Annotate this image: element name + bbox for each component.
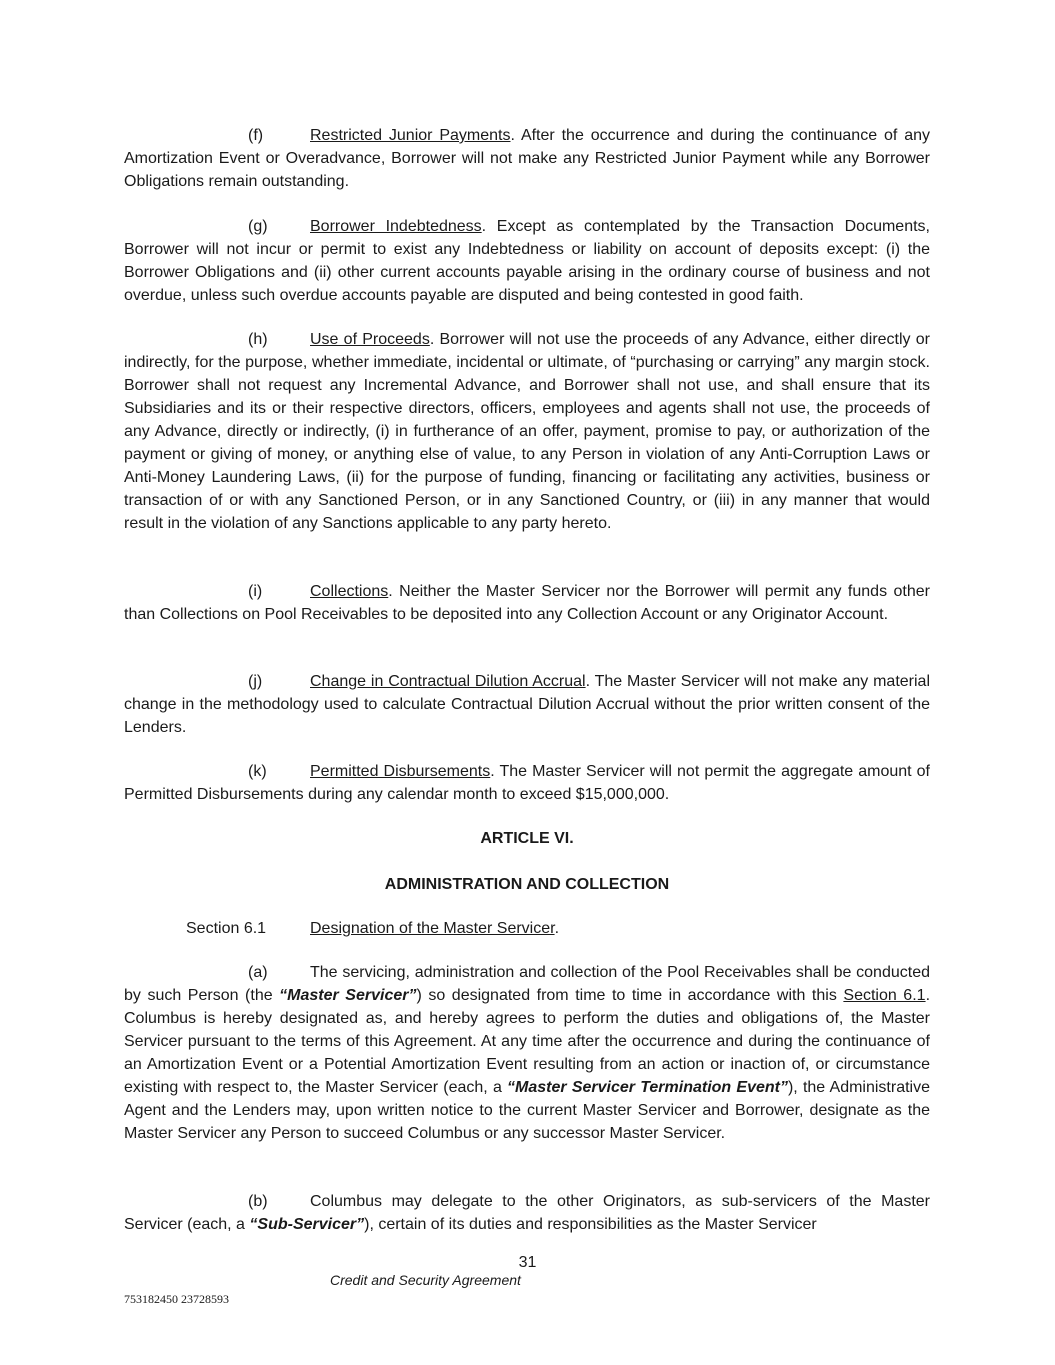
paragraph-heading: Change in Contractual Dilution Accrual: [310, 673, 586, 690]
paragraph-text: ), the Administrative Agent and the Lenders may, upon written notice to the current Master Servicer and Borrower, designate as the Master Servicer any Person to succeed Columbus or any successor Master Servicer.: [124, 1079, 930, 1142]
paragraph-f: [124, 124, 930, 193]
paragraph-text: ), certain of its duties and responsibilities as the Master Servicer: [364, 1216, 817, 1233]
paragraph-text: . The Master Servicer will not make any material change in the methodology used to calculate Contractual Dilution Accrual without the prior written consent of the Lenders.: [124, 673, 931, 736]
paragraph-i: [124, 580, 930, 626]
defined-term-master-servicer: “Master Servicer”: [279, 987, 417, 1004]
paragraph-label: (k): [248, 763, 267, 780]
paragraph-b: [124, 1190, 930, 1236]
defined-term-sub-servicer: “Sub-Servicer”: [249, 1216, 365, 1233]
paragraph-text: . Columbus is hereby designated as, and hereby agrees to perform the duties and obligations of, the Master Servicer pursuant to the terms of this Agreement. At any time after the occurrence and during the continuance of an Amortization Event or a Potential Amortization Event resulting from an action or inaction of, or circumstance existing with respect to, the Master Servicer (each, a: [124, 987, 931, 1096]
paragraph-a: [124, 961, 930, 1145]
paragraph-heading: Borrower Indebtedness: [310, 218, 482, 235]
paragraph-g: [124, 215, 930, 307]
paragraph-label: (i): [248, 583, 263, 600]
section-label: Section 6.1: [186, 920, 267, 937]
paragraph-label: (h): [248, 331, 268, 348]
section-reference-link: Section 6.1: [843, 987, 926, 1004]
paragraph-label: (b): [248, 1193, 268, 1210]
paragraph-h: [124, 328, 930, 535]
paragraph-heading: Permitted Disbursements: [310, 763, 491, 780]
paragraph-text: . Except as contemplated by the Transaction Documents, Borrower will not incur or permit to exist any Indebtedness or liability on account of deposits except: (i) the Borrower Obligations and (ii) other current accounts payable arising in the ordinary course of business and not overdue, unless such overdue accounts payable are disputed and being contested in good faith.: [124, 218, 930, 304]
paragraph-text: . The Master Servicer will not permit the aggregate amount of Permitted Disbursements during any calendar month to exceed $15,000,000.: [124, 763, 931, 803]
paragraph-text: . After the occurrence and during the continuance of any Amortization Event or Overadvance, Borrower will not make any Restricted Junior Payment while any Borrower Obligations remain outstanding.: [124, 127, 930, 190]
paragraph-label: (j): [248, 673, 263, 690]
paragraph-label: (f): [248, 127, 264, 144]
page-number: 31: [518, 1254, 537, 1271]
paragraph-label: (g): [248, 218, 268, 235]
paragraph-j: [124, 670, 930, 739]
paragraph-text: ) so designated from time to time in accordance with this: [416, 987, 844, 1004]
paragraph-heading: Restricted Junior Payments: [310, 127, 511, 144]
paragraph-text: . Neither the Master Servicer nor the Borrower will permit any funds other than Collections on Pool Receivables to be deposited into any Collection Account or any Originator Account.: [124, 583, 930, 623]
paragraph-heading: Use of Proceeds: [310, 331, 430, 348]
paragraph-heading: Collections: [310, 583, 389, 600]
paragraph-text: Columbus may delegate to the other Originators, as sub-servicers of the Master Servicer (each, a: [124, 1193, 930, 1233]
document-title-footer: Credit and Security Agreement: [330, 1272, 521, 1288]
article-number: ARTICLE VI.: [480, 830, 574, 847]
defined-term-termination-event: “Master Servicer Termination Event”: [507, 1079, 788, 1096]
paragraph-label: (a): [248, 964, 268, 981]
section-title: Designation of the Master Servicer: [310, 920, 555, 937]
paragraph-text: . Borrower will not use the proceeds of any Advance, either directly or indirectly, for the purpose, whether immediate, incidental or ultimate, of “purchasing or carrying” any margin stock. Borrower shall not request any Incremental Advance, and Borrower shall not use, and shall ensure that its Subsidiaries and its or their respective directors, officers, employees and agents shall not use, the proceeds of any Advance, directly or indirectly, (i) in furtherance of an offer, payment, promise to pay, or authorization of the payment or giving of money, or anything else of value, to any Person in violation of any Anti-Corruption Laws or Anti-Money Laundering Laws, (ii) for the purpose of funding, financing or facilitating any activities, business or transaction of or with any Sanctioned Person, or in any Sanctioned Country, or (iii) in any manner that would result in the violation of any Sanctions applicable to any party hereto.: [124, 331, 930, 532]
section-punct: .: [554, 920, 560, 937]
section-heading: [186, 917, 559, 940]
article-title: ADMINISTRATION AND COLLECTION: [384, 876, 670, 893]
paragraph-k: [124, 760, 930, 806]
document-id: 753182450 23728593: [124, 1292, 229, 1306]
paragraph-text: The servicing, administration and collection of the Pool Receivables shall be conducted by such Person (the: [124, 964, 930, 1004]
